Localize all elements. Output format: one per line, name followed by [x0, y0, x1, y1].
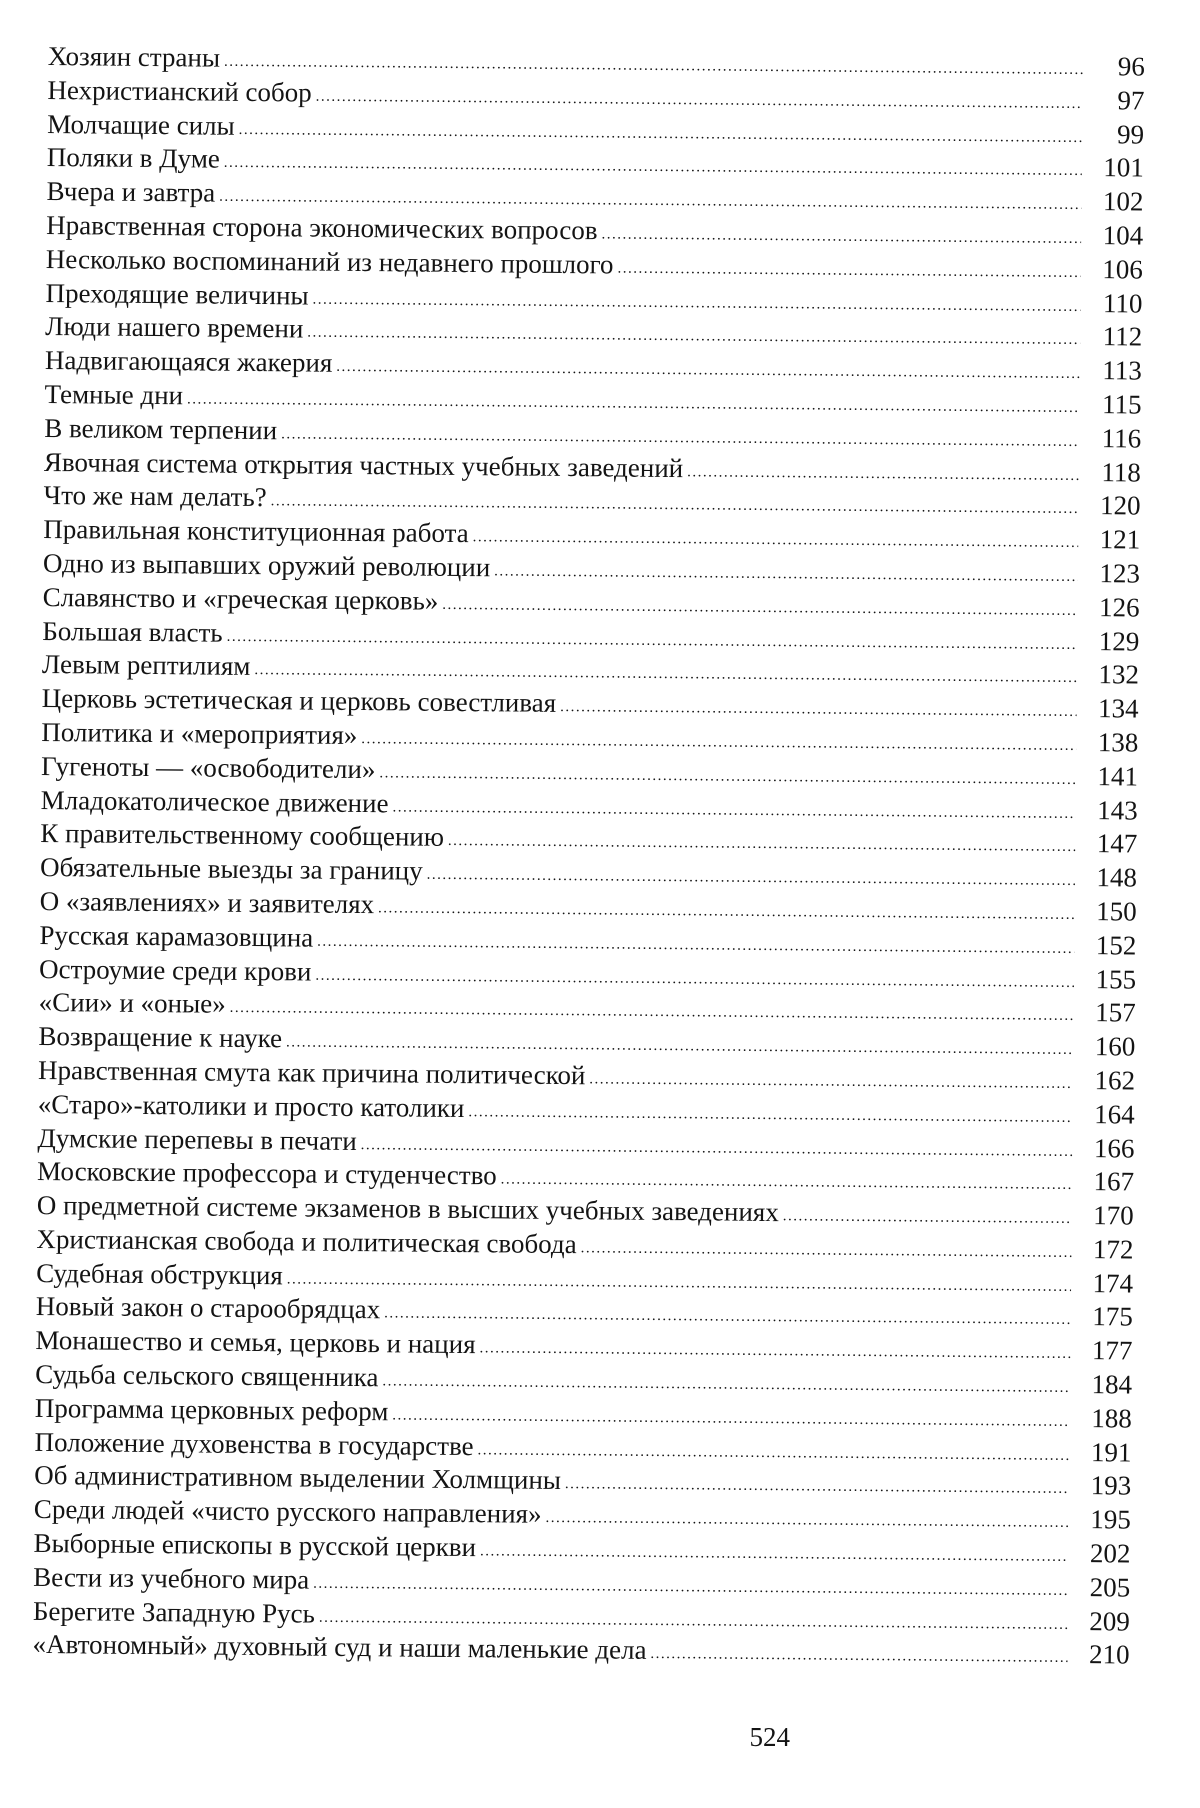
toc-entry-title: Хозяин страны: [47, 40, 221, 73]
table-of-contents: [32, 40, 1145, 1673]
toc-entry-title: Новый закон о старообрядцах: [35, 1291, 381, 1325]
dot-leader: [379, 766, 1076, 788]
dot-leader: [378, 901, 1075, 923]
dot-leader: [473, 530, 1079, 551]
toc-entry-title: Молчащие силы: [47, 108, 235, 141]
dot-leader: [617, 261, 1080, 280]
toc-entry-page-number: 99: [1117, 118, 1145, 150]
dot-leader: [565, 1477, 1069, 1497]
toc-entry-title: Выборные епископы в русской церкви: [33, 1527, 477, 1563]
toc-entry-title: Политика и «мероприятия»: [41, 716, 358, 750]
toc-entry-page-number: 102: [1102, 186, 1144, 217]
toc-entry-title: Вести из учебного мира: [33, 1561, 310, 1595]
toc-entry-page-number: 134: [1097, 693, 1139, 724]
dot-leader: [468, 1105, 1072, 1126]
toc-entry-title: Положение духовенства в государстве: [34, 1426, 474, 1461]
toc-entry-title: Правильная конституционная работа: [43, 514, 469, 549]
toc-entry-title: В великом терпении: [44, 412, 278, 445]
toc-entry-page-number: 157: [1095, 997, 1136, 1028]
dot-leader: [783, 1209, 1072, 1227]
toc-entry-page-number: 112: [1102, 321, 1143, 352]
toc-entry-title: Русская карамазовщина: [39, 919, 314, 953]
dot-leader: [392, 800, 1075, 822]
toc-entry-page-number: 97: [1117, 85, 1145, 116]
toc-entry-page-number: 101: [1103, 152, 1144, 183]
dot-leader: [589, 1072, 1073, 1092]
toc-entry-page-number: 160: [1094, 1031, 1136, 1062]
dot-leader: [601, 227, 1081, 247]
dot-leader: [478, 1443, 1070, 1464]
toc-entry-page-number: 115: [1101, 389, 1142, 420]
dot-leader: [501, 1173, 1073, 1193]
toc-entry-title: Младокатолическое движение: [40, 784, 389, 818]
dot-leader: [361, 732, 1076, 754]
toc-entry-title: «Старо»-католики и просто католики: [37, 1088, 465, 1123]
toc-entry-page-number: 155: [1095, 963, 1137, 995]
toc-entry-page-number: 172: [1092, 1233, 1134, 1265]
toc-entry-title: Христианская свобода и политическая свобода: [36, 1223, 577, 1260]
toc-entry-page-number: 174: [1092, 1267, 1134, 1299]
toc-entry-page-number: 191: [1090, 1436, 1132, 1468]
dot-leader: [313, 1576, 1068, 1598]
dot-leader: [315, 968, 1074, 990]
toc-entry-title: Надвигающаяся жакерия: [44, 345, 333, 378]
toc-entry-title: Нравственная сторона экономических вопросов: [46, 209, 598, 246]
toc-entry-title: Славянство и «греческая церковь»: [42, 581, 439, 616]
toc-entry-title: Явочная система открытия частных учебных заведений: [43, 446, 684, 483]
toc-entry-title: Люди нашего времени: [45, 311, 304, 344]
toc-entry-page-number: 126: [1098, 591, 1140, 623]
dot-leader: [442, 598, 1077, 619]
toc-entry-title: Что же нам делать?: [43, 480, 267, 513]
dot-leader: [317, 934, 1074, 956]
toc-entry-page-number: 188: [1091, 1402, 1132, 1434]
toc-entry-page-number: 129: [1098, 625, 1140, 657]
toc-entry-page-number: 132: [1098, 659, 1140, 690]
toc-entry-page-number: 193: [1090, 1470, 1132, 1501]
dot-leader: [230, 1001, 1074, 1024]
dot-leader: [336, 360, 1080, 382]
dot-leader: [361, 1138, 1073, 1160]
dot-leader: [281, 427, 1079, 450]
dot-leader: [581, 1241, 1072, 1261]
toc-entry-title: Думские перепевы в печати: [37, 1122, 357, 1156]
toc-entry-page-number: 167: [1093, 1166, 1135, 1197]
dot-leader: [392, 1408, 1070, 1430]
dot-leader: [307, 326, 1080, 348]
dot-leader: [271, 495, 1079, 518]
dot-leader: [384, 1307, 1071, 1329]
toc-entry-page-number: 120: [1099, 490, 1141, 521]
dot-leader: [650, 1647, 1067, 1666]
toc-entry-page-number: 184: [1091, 1369, 1133, 1400]
toc-entry-title: Судьба сельского священника: [35, 1359, 379, 1393]
toc-entry-title: Судебная обструкция: [36, 1257, 283, 1290]
toc-entry-page-number: 113: [1102, 355, 1143, 386]
toc-entry-page-number: 116: [1101, 422, 1142, 454]
toc-entry-title: Левым рептилиям: [41, 649, 251, 682]
toc-entry-page-number: 175: [1092, 1301, 1133, 1332]
page-number: 524: [749, 1722, 790, 1752]
toc-entry-title: Церковь эстетическая и церковь совестливая: [41, 683, 557, 719]
dot-leader: [187, 392, 1080, 416]
toc-entry-title: Остроумие среди крови: [38, 953, 312, 987]
toc-entry-page-number: 110: [1102, 287, 1143, 319]
dot-leader: [545, 1511, 1068, 1531]
toc-entry-page-number: 121: [1099, 524, 1141, 555]
toc-entry-title: Большая власть: [42, 615, 223, 648]
dot-leader: [239, 122, 1083, 145]
toc-entry-page-number: 96: [1117, 51, 1145, 82]
toc-entry-page-number: 202: [1089, 1538, 1131, 1569]
toc-entry-title: «Сии» и «оные»: [38, 987, 226, 1020]
toc-entry-page-number: 150: [1096, 896, 1137, 927]
toc-entry-page-number: 164: [1094, 1098, 1135, 1130]
toc-entry-title: Темные дни: [44, 378, 184, 411]
dot-leader: [219, 190, 1081, 213]
toc-entry-title: Монашество и семья, церковь и нация: [35, 1325, 476, 1360]
toc-entry-title: Несколько воспоминаний из недавнего прошлого: [45, 243, 614, 280]
toc-entry-page-number: 170: [1093, 1200, 1134, 1231]
dot-leader: [319, 1610, 1068, 1632]
dot-leader: [316, 89, 1083, 111]
toc-entry-title: О «заявлениях» и заявителях: [39, 885, 375, 920]
toc-entry-page-number: 177: [1091, 1335, 1133, 1366]
dot-leader: [224, 55, 1083, 78]
dot-leader: [382, 1374, 1070, 1396]
toc-entry-title: «Автономный» духовный суд и наши маленькие дела: [32, 1629, 647, 1666]
toc-entry-page-number: 141: [1097, 760, 1139, 792]
toc-entry-title: Одно из выпавших оружий революции: [42, 547, 491, 583]
dot-leader: [494, 564, 1078, 585]
dot-leader: [479, 1341, 1070, 1362]
toc-entry-page-number: 123: [1099, 558, 1141, 589]
toc-entry-page-number: 209: [1089, 1605, 1131, 1637]
toc-entry-title: О предметной системе экзаменов в высших учебных заведениях: [36, 1190, 779, 1228]
toc-entry-page-number: 118: [1101, 456, 1142, 488]
toc-entry-page-number: 138: [1097, 727, 1139, 758]
toc-entry-title: Вчера и завтра: [46, 176, 216, 208]
dot-leader: [227, 629, 1078, 652]
toc-entry-page-number: 162: [1094, 1065, 1136, 1096]
toc-entry-page-number: 152: [1095, 929, 1137, 961]
toc-entry-page-number: 104: [1102, 220, 1144, 251]
toc-entry-title: Поляки в Думе: [46, 142, 220, 175]
toc-entry-title: Возвращение к науке: [38, 1021, 283, 1054]
dot-leader: [254, 663, 1077, 686]
dot-leader: [687, 465, 1079, 484]
dot-leader: [313, 292, 1081, 314]
dot-leader: [224, 156, 1082, 179]
toc-entry-page-number: 106: [1102, 253, 1143, 285]
toc-entry-title: Среди людей «чисто русского направления»: [33, 1494, 542, 1530]
toc-entry-page-number: 195: [1090, 1504, 1131, 1535]
toc-entry-page-number: 147: [1096, 828, 1138, 859]
toc-entry-title: Преходящие величины: [45, 277, 309, 311]
dot-leader: [480, 1544, 1069, 1565]
toc-entry-page-number: 205: [1089, 1571, 1131, 1603]
toc-entry-title: Нравственная смута как причина политической: [37, 1054, 586, 1091]
toc-entry-title: Об административном выделении Холмщины: [34, 1460, 562, 1496]
dot-leader: [448, 834, 1076, 855]
toc-entry-page-number: 210: [1088, 1639, 1130, 1670]
toc-entry-title: Нехристианский собор: [47, 74, 312, 108]
dot-leader: [286, 1035, 1073, 1058]
toc-entry-title: К правительственному сообщению: [40, 818, 445, 853]
dot-leader: [427, 868, 1075, 889]
toc-entry-page-number: 143: [1097, 794, 1138, 826]
toc-entry-page-number: 166: [1093, 1132, 1135, 1163]
toc-entry-title: Гугеноты — «освободители»: [40, 750, 376, 784]
toc-entry-title: Берегите Западную Русь: [32, 1595, 316, 1629]
toc-entry-title: Обязательные выезды за границу: [39, 852, 423, 886]
toc-entry-page-number: 148: [1096, 862, 1138, 893]
dot-leader: [287, 1272, 1071, 1295]
toc-entry-title: Программа церковных реформ: [34, 1392, 389, 1427]
toc-entry-title: Московские профессора и студенчество: [36, 1156, 497, 1191]
dot-leader: [560, 700, 1077, 720]
